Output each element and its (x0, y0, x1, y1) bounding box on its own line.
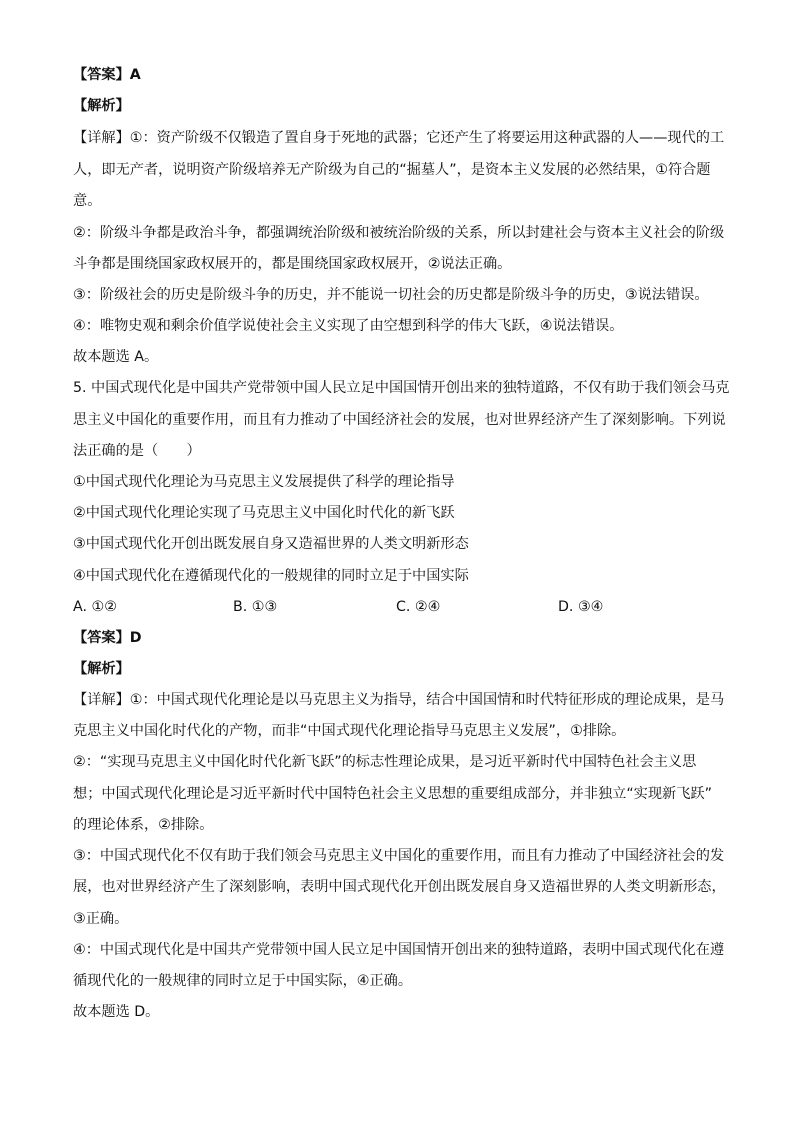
q5-stem: 法正确的是（ ） (73, 443, 201, 459)
q4-point-2: 斗争都是围绕国家政权展开的，都是围绕国家政权展开，②说法正确。 (73, 256, 512, 272)
q5-point-3: 展，也对世界经济产生了深刻影响，表明中国式现代化开创出既发展自身又造福世界的人类文明新形态， (73, 879, 726, 895)
q5-point-2: ②：“实现马克思主义中国化时代化新飞跃”的标志性理论成果，是习近平新时代中国特色社会主义思 (73, 754, 697, 770)
q4-detail-line: 人，即无产者，说明资产阶级培养无产阶级为自己的“掘墓人”，是资本主义发展的必然结果，①符合题 (73, 162, 711, 178)
q5-answer: 【答案】D (73, 630, 142, 646)
q5-option-b: B. ①③ (233, 599, 278, 615)
q4-analysis-heading: 【解析】 (73, 98, 130, 114)
q5-statement: ③中国式现代化开创出既发展自身又造福世界的人类文明新形态 (73, 536, 469, 552)
q5-statement: ①中国式现代化理论为马克思主义发展提供了科学的理论指导 (73, 474, 455, 490)
q4-point-3: ③：阶级社会的历史是阶级斗争的历史，并不能说一切社会的历史都是阶级斗争的历史，③说法错误。 (73, 287, 709, 303)
q4-detail-line: 【详解】①：资产阶级不仅锻造了置自身于死地的武器；它还产生了将要运用这种武器的人——现代的工 (73, 130, 725, 146)
q5-conclusion: 故本题选 D。 (73, 1004, 160, 1020)
q5-point-3: ③：中国式现代化不仅有助于我们领会马克思主义中国化的重要作用，而且有力推动了中国经济社会的发 (73, 848, 725, 864)
q5-detail-line: 【详解】①：中国式现代化理论是以马克思主义为指导，结合中国国情和时代特征形成的理论成果，是马 (73, 692, 725, 708)
q5-option-a: A. ①② (73, 599, 117, 615)
q5-statement: ④中国式现代化在遵循现代化的一般规律的同时立足于中国实际 (73, 568, 469, 584)
q5-point-4: 循现代化的一般规律的同时立足于中国实际，④正确。 (73, 973, 413, 989)
q4-detail-line: 意。 (73, 193, 102, 209)
q5-statement: ②中国式现代化理论实现了马克思主义中国化时代化的新飞跃 (73, 505, 455, 521)
q4-answer: 【答案】A (73, 67, 141, 83)
q5-analysis-heading: 【解析】 (73, 661, 130, 677)
q5-option-c: C. ②④ (396, 599, 441, 615)
q4-conclusion: 故本题选 A。 (73, 349, 159, 365)
q5-point-4: ④：中国式现代化是中国共产党带领中国人民立足中国国情开创出来的独特道路，表明中国式现代化在遵 (73, 942, 725, 958)
q5-point-2: 想；中国式现代化理论是习近平新时代中国特色社会主义思想的重要组成部分，并非独立“实现新飞跃” (73, 786, 712, 802)
q4-point-2: ②：阶级斗争都是政治斗争，都强调统治阶级和被统治阶级的关系，所以封建社会与资本主义社会的阶级 (73, 225, 725, 241)
q5-stem: 思主义中国化的重要作用，而且有力推动了中国经济社会的发展，也对世界经济产生了深刻影响。下列说 (73, 412, 726, 428)
q5-option-d: D. ③④ (558, 599, 604, 615)
q5-detail-line: 克思主义中国化时代化的产物，而非“中国式现代化理论指导马克思主义发展”，①排除。 (73, 723, 626, 739)
q4-point-4: ④：唯物史观和剩余价值学说使社会主义实现了由空想到科学的伟大飞跃，④说法错误。 (73, 318, 624, 334)
q5-point-3: ③正确。 (73, 911, 129, 927)
q5-point-2: 的理论体系，②排除。 (73, 817, 214, 833)
q5-stem: 5. 中国式现代化是中国共产党带领中国人民立足中国国情开创出来的独特道路，不仅有助于我们领会马克 (73, 380, 730, 396)
